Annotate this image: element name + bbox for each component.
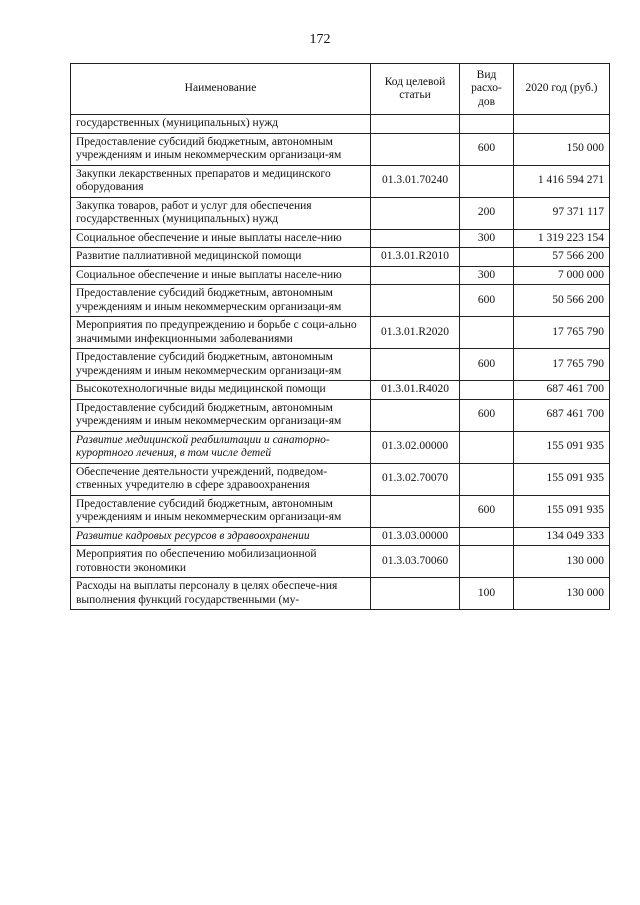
cell-code	[371, 229, 460, 248]
cell-name: Мероприятия по предупреждению и борьбе с соци-ально значимыми инфекционными заболеваниями	[71, 317, 371, 349]
cell-type: 600	[460, 399, 514, 431]
cell-type: 600	[460, 349, 514, 381]
cell-name: Предоставление субсидий бюджетным, автономным учреждениям и иным некоммерческим организаци-ям	[71, 133, 371, 165]
cell-code	[371, 578, 460, 610]
cell-type	[460, 431, 514, 463]
table-row	[71, 285, 610, 317]
cell-type	[460, 381, 514, 400]
table-row	[71, 229, 610, 248]
table-row	[71, 399, 610, 431]
table-row	[71, 133, 610, 165]
cell-code	[371, 115, 460, 134]
cell-code	[371, 495, 460, 527]
cell-name: Предоставление субсидий бюджетным, автономным учреждениям и иным некоммерческим организаци-ям	[71, 285, 371, 317]
table-row	[71, 495, 610, 527]
table-row	[71, 115, 610, 134]
table-header-row	[71, 64, 610, 115]
cell-type	[460, 165, 514, 197]
cell-type	[460, 317, 514, 349]
cell-code: 01.3.02.00000	[371, 431, 460, 463]
cell-sum: 130 000	[514, 546, 610, 578]
cell-name: Предоставление субсидий бюджетным, автономным учреждениям и иным некоммерческим организаци-ям	[71, 349, 371, 381]
cell-sum: 17 765 790	[514, 317, 610, 349]
cell-code	[371, 399, 460, 431]
table-row	[71, 349, 610, 381]
table-row	[71, 527, 610, 546]
cell-name: Развитие медицинской реабилитации и санаторно-курортного лечения, в том числе детей	[71, 431, 371, 463]
cell-type: 100	[460, 578, 514, 610]
cell-sum: 97 371 117	[514, 197, 610, 229]
cell-sum: 150 000	[514, 133, 610, 165]
cell-name: Расходы на выплаты персоналу в целях обеспече-ния выполнения функций государственными (му-	[71, 578, 371, 610]
cell-type: 200	[460, 197, 514, 229]
table-row	[71, 578, 610, 610]
cell-sum: 687 461 700	[514, 399, 610, 431]
cell-sum: 7 000 000	[514, 266, 610, 285]
cell-type: 600	[460, 133, 514, 165]
cell-name: Закупка товаров, работ и услуг для обеспечения государственных (муниципальных) нужд	[71, 197, 371, 229]
cell-sum: 134 049 333	[514, 527, 610, 546]
cell-sum: 17 765 790	[514, 349, 610, 381]
cell-sum	[514, 115, 610, 134]
cell-code: 01.3.03.70060	[371, 546, 460, 578]
cell-sum: 155 091 935	[514, 463, 610, 495]
cell-name: Социальное обеспечение и иные выплаты населе-нию	[71, 229, 371, 248]
cell-code	[371, 285, 460, 317]
cell-code	[371, 197, 460, 229]
cell-name: Предоставление субсидий бюджетным, автономным учреждениям и иным некоммерческим организаци-ям	[71, 399, 371, 431]
table-row	[71, 381, 610, 400]
table-row	[71, 317, 610, 349]
cell-type: 600	[460, 285, 514, 317]
cell-code: 01.3.01.R4020	[371, 381, 460, 400]
cell-code: 01.3.01.R2020	[371, 317, 460, 349]
cell-sum: 130 000	[514, 578, 610, 610]
cell-type	[460, 527, 514, 546]
table-row	[71, 431, 610, 463]
cell-name: Социальное обеспечение и иные выплаты населе-нию	[71, 266, 371, 285]
cell-name: Развитие кадровых ресурсов в здравоохранении	[71, 527, 371, 546]
cell-sum: 57 566 200	[514, 248, 610, 267]
cell-type	[460, 248, 514, 267]
table-row	[71, 248, 610, 267]
cell-name: Закупки лекарственных препаратов и медицинского оборудования	[71, 165, 371, 197]
cell-name: Обеспечение деятельности учреждений, подведом-ственных учредителю в сфере здравоохранения	[71, 463, 371, 495]
cell-type	[460, 115, 514, 134]
cell-code	[371, 349, 460, 381]
cell-name: государственных (муниципальных) нужд	[71, 115, 371, 134]
cell-name: Мероприятия по обеспечению мобилизационной готовности экономики	[71, 546, 371, 578]
cell-code: 01.3.01.70240	[371, 165, 460, 197]
cell-type: 300	[460, 266, 514, 285]
cell-code	[371, 266, 460, 285]
cell-code: 01.3.02.70070	[371, 463, 460, 495]
table-row	[71, 463, 610, 495]
budget-table	[70, 63, 610, 610]
cell-sum: 50 566 200	[514, 285, 610, 317]
cell-name: Развитие паллиативной медицинской помощи	[71, 248, 371, 267]
cell-type: 600	[460, 495, 514, 527]
table-row	[71, 165, 610, 197]
cell-type	[460, 463, 514, 495]
cell-code	[371, 133, 460, 165]
cell-name: Предоставление субсидий бюджетным, автономным учреждениям и иным некоммерческим организаци-ям	[71, 495, 371, 527]
table-row	[71, 546, 610, 578]
header-sum: 2020 год (руб.)	[514, 64, 610, 115]
table-row	[71, 266, 610, 285]
header-name: Наименование	[71, 64, 371, 115]
cell-sum: 155 091 935	[514, 431, 610, 463]
cell-type	[460, 546, 514, 578]
cell-type: 300	[460, 229, 514, 248]
cell-sum: 1 319 223 154	[514, 229, 610, 248]
cell-sum: 155 091 935	[514, 495, 610, 527]
table-row	[71, 197, 610, 229]
table-body	[71, 115, 610, 610]
header-code: Код целевой статьи	[371, 64, 460, 115]
page-number: 172	[309, 32, 331, 47]
cell-sum: 687 461 700	[514, 381, 610, 400]
cell-code: 01.3.01.R2010	[371, 248, 460, 267]
cell-sum: 1 416 594 271	[514, 165, 610, 197]
cell-name: Высокотехнологичные виды медицинской помощи	[71, 381, 371, 400]
header-type: Вид расхо-дов	[460, 64, 514, 115]
cell-code: 01.3.03.00000	[371, 527, 460, 546]
